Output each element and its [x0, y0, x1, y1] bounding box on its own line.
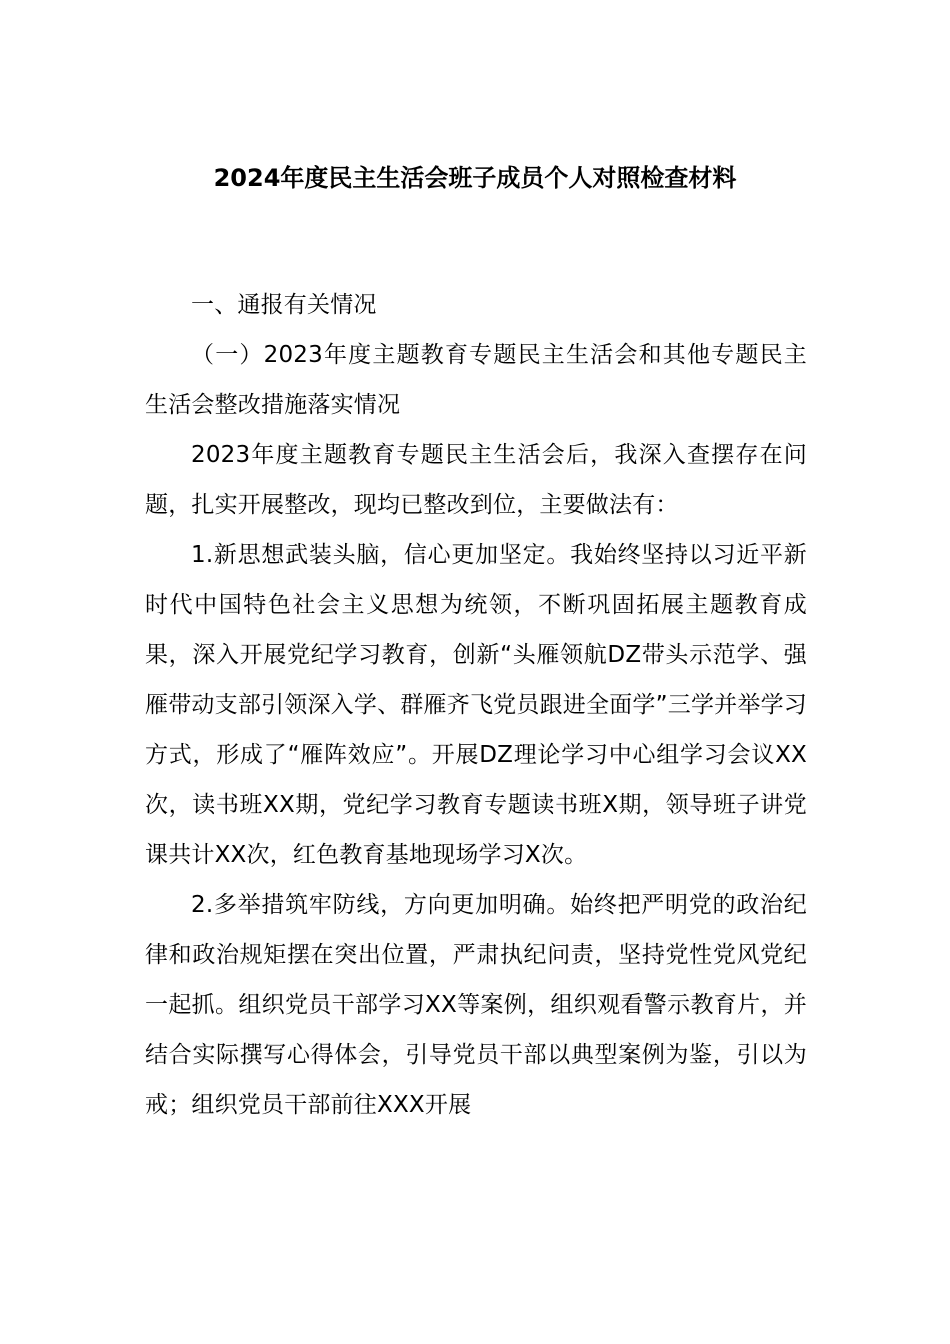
- document-body: [145, 280, 807, 1130]
- body-paragraph: 2.多举措筑牢防线，方向更加明确。始终把严明党的政治纪律和政治规矩摆在突出位置，严肃执纪问责，坚持党性党风党纪一起抓。组织党员干部学习XX等案例，组织观看警示教育片，并结合实际撰写心得体会，引导党员干部以典型案例为鉴，引以为戒；组织党员干部前往XXX开展: [145, 892, 807, 1118]
- section-heading: 一、通报有关情况: [191, 292, 377, 318]
- body-paragraph: 1.新思想武装头脑，信心更加坚定。我始终坚持以习近平新时代中国特色社会主义思想为统领，不断巩固拓展主题教育成果，深入开展党纪学习教育，创新“头雁领航DZ带头示范学、强雁带动支部引领深入学、群雁齐飞党员跟进全面学”三学并举学习方式，形成了“雁阵效应”。开展DZ理论学习中心组学习会议XX次，读书班XX期，党纪学习教育专题读书班X期，领导班子讲党课共计XX次，红色教育基地现场学习X次。: [145, 542, 807, 868]
- subsection-heading: （一）2023年度主题教育专题民主生活会和其他专题民主生活会整改措施落实情况: [145, 342, 807, 418]
- document-title: 2024年度民主生活会班子成员个人对照检查材料: [213, 164, 737, 192]
- body-paragraph: 2023年度主题教育专题民主生活会后，我深入查摆存在问题，扎实开展整改，现均已整改到位，主要做法有：: [145, 442, 807, 518]
